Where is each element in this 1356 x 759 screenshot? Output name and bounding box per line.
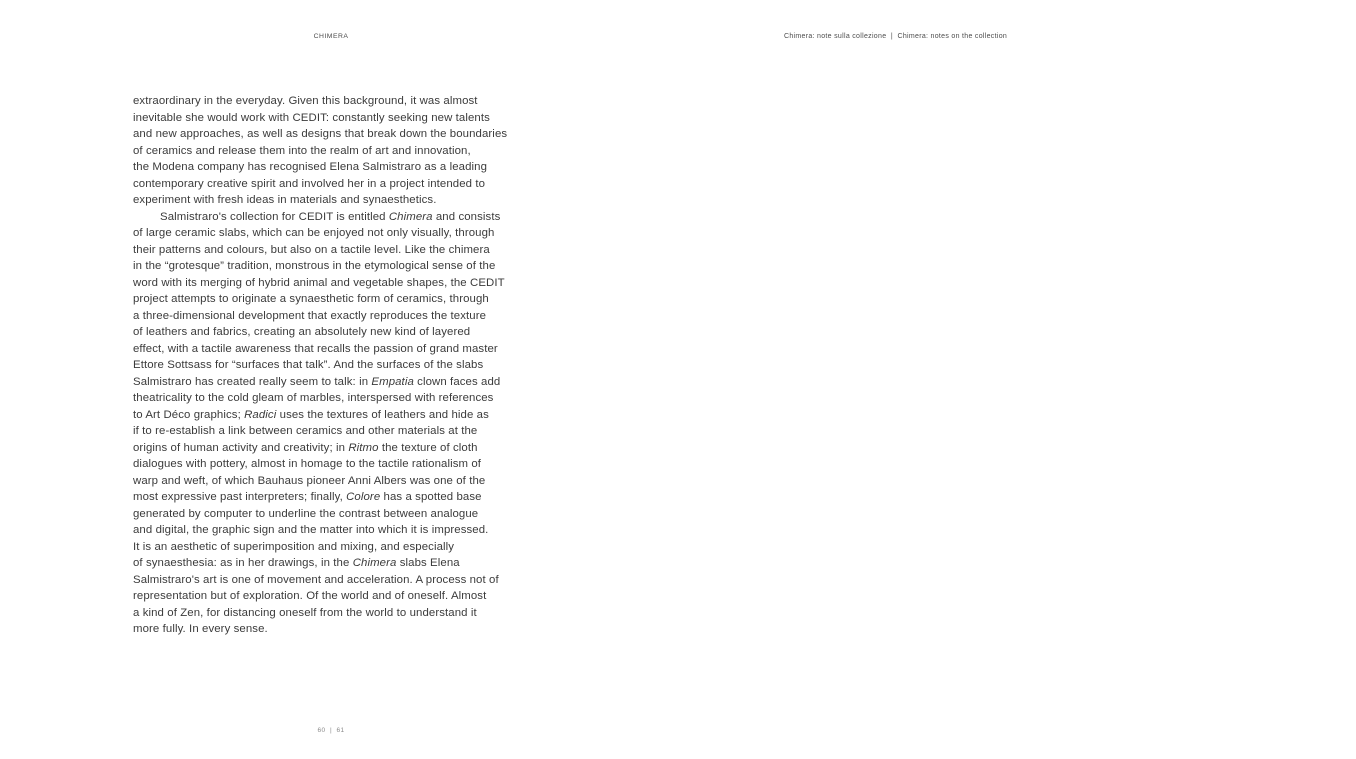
left-page-header: CHIMERA: [313, 33, 349, 40]
text-line: inevitable she would work with CEDIT: constantly seeking new talents: [133, 111, 490, 124]
text-line: extraordinary in the everyday. Given this background, it was almost: [133, 95, 478, 107]
text-line: in the “grotesque” tradition, monstrous in the etymological sense of the: [133, 260, 496, 272]
text-line: of ceramics and release them into the realm of art and innovation,: [133, 144, 471, 157]
text-line: experiment with fresh ideas in materials and synaesthetics.: [133, 194, 437, 206]
text-line: Salmistraro's collection for CEDIT is entitled Chimera and consists: [160, 210, 501, 223]
text-line: their patterns and colours, but also on a tactile level. Like the chimera: [133, 243, 490, 256]
text-line: representation but of exploration. Of the world and of oneself. Almost: [133, 590, 487, 602]
text-line: more fully. In every sense.: [133, 623, 268, 635]
text-line: and new approaches, as well as designs that break down the boundaries: [133, 128, 508, 140]
text-line: most expressive past interpreters; finally, Colore has a spotted base: [133, 491, 482, 503]
text-line: project attempts to originate a synaesthetic form of ceramics, through: [133, 293, 489, 305]
text-line: a kind of Zen, for distancing oneself from the world to understand it: [133, 606, 477, 619]
page-number-footer: 60 | 61: [317, 727, 345, 734]
text-line: contemporary creative spirit and involved her in a project intended to: [133, 177, 486, 190]
text-line: origins of human activity and creativity; in Ritmo the texture of cloth: [133, 441, 478, 454]
text-line: effect, with a tactile awareness that recalls the passion of grand master: [133, 342, 498, 355]
text-line: dialogues with pottery, almost in homage to the tactile rationalism of: [133, 458, 482, 470]
right-page-header: Chimera: note sulla collezione | Chimera: notes on the collection: [784, 33, 1008, 40]
text-line: warp and weft, of which Bauhaus pioneer Anni Albers was one of the: [133, 474, 486, 487]
text-line: of leathers and fabrics, creating an absolutely new kind of layered: [133, 326, 471, 338]
paragraph: [133, 209, 533, 638]
text-line: and digital, the graphic sign and the matter into which it is impressed.: [133, 524, 489, 536]
text-line: It is an aesthetic of superimposition and mixing, and especially: [133, 540, 455, 553]
body-column: [133, 93, 533, 638]
text-line: theatricality to the cold gleam of marbles, interspersed with references: [133, 392, 494, 404]
text-line: word with its merging of hybrid animal and vegetable shapes, the CEDIT: [133, 276, 505, 289]
text-line: Salmistraro's art is one of movement and acceleration. A process not of: [133, 573, 499, 586]
text-line: a three-dimensional development that exactly reproduces the texture: [133, 309, 487, 322]
text-line: to Art Déco graphics; Radici uses the textures of leathers and hide as: [133, 408, 489, 421]
text-line: Salmistraro has created really seem to talk: in Empatia clown faces add: [133, 375, 501, 388]
text-line: of large ceramic slabs, which can be enjoyed not only visually, through: [133, 227, 495, 239]
text-line: if to re-establish a link between ceramics and other materials at the: [133, 425, 478, 437]
text-line: the Modena company has recognised Elena Salmistraro as a leading: [133, 161, 488, 173]
paragraph: [133, 93, 533, 209]
text-line: Ettore Sottsass for “surfaces that talk”. And the surfaces of the slabs: [133, 359, 484, 371]
text-line: of synaesthesia: as in her drawings, in the Chimera slabs Elena: [133, 557, 460, 569]
text-line: generated by computer to underline the contrast between analogue: [133, 507, 479, 520]
